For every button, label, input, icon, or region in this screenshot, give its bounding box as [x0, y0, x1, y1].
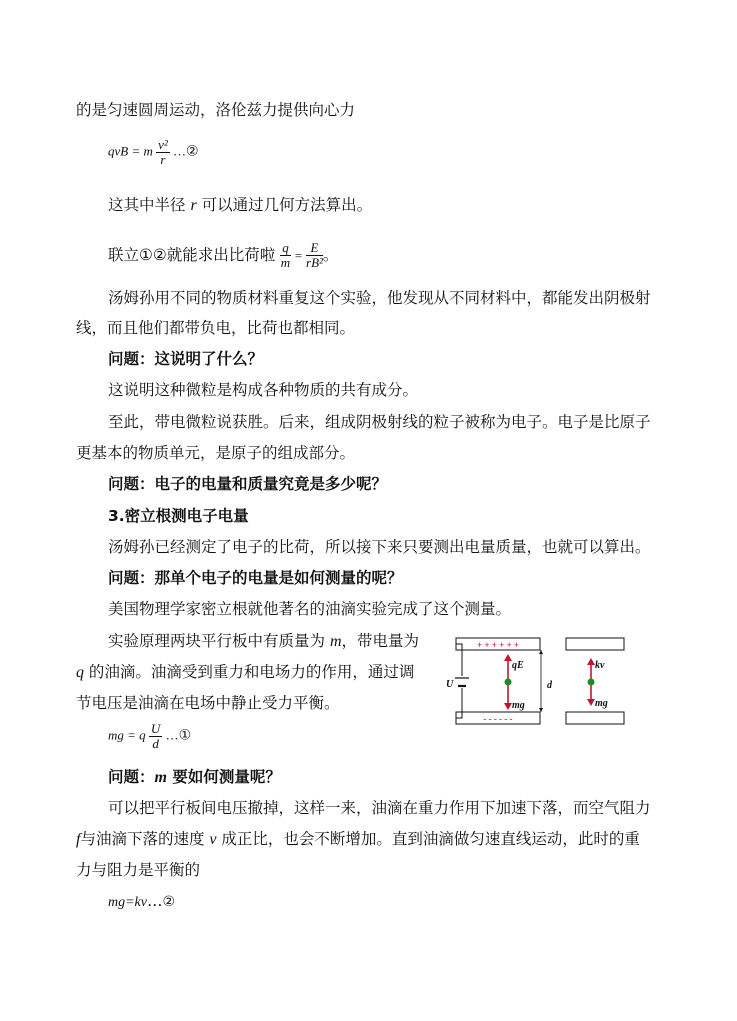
paragraph-thomson-line1: 汤姆孙用不同的物质材料重复这个实验，他发现从不同材料中，都能发出阴极射 — [108, 289, 651, 307]
oil-droplet-right — [588, 679, 595, 686]
fraction-v2-r: $\frac{\text{v²}}{r}$ — [158, 137, 168, 167]
distance-arrow-bottom — [539, 708, 543, 712]
paragraph-drag-line1: 可以把平行板间电压撤掉，这样一来，油滴在重力作用下加速下落，而空气阻力 — [108, 799, 651, 817]
question-charge-mass: 问题：电子的电量和质量究竟是多少呢？ — [108, 475, 388, 493]
paragraph-electron-line1: 至此，带电微粒说获胜。后来，组成阴极射线的粒子被称为电子。电子是比原子 — [108, 413, 651, 431]
arrowhead-qe — [504, 654, 512, 661]
label-kv: kv — [595, 660, 605, 671]
paragraph-drag-line2: f与油滴下落的速度 v 成正比，也会不断增加。直到油滴做匀速直线运动，此时的重 — [76, 830, 640, 848]
paragraph-principle-line2: q 的油滴。油滴受到重力和电场力的作用，通过调 — [76, 663, 415, 681]
equation-1: mg = q $\frac{U}{d}$ …① — [108, 721, 192, 751]
paragraph-oil-drop-intro: 美国物理学家密立根就他著名的油滴实验完成了这个测量。 — [108, 600, 512, 618]
label-mg-right: mg — [595, 698, 608, 709]
paragraph-radius: 这其中半径 r 可以通过几何方法算出。 — [108, 196, 373, 214]
paragraph-thomson-line2: 线，而且他们都带负电，比荷也都相同。 — [76, 319, 356, 337]
equation-2: qvB = m $\frac{\text{v²}}{r}$ …② — [108, 137, 199, 167]
fraction-u-d: $\frac{U}{d}$ — [150, 721, 161, 751]
paragraph-drag-line3: 力与阻力是平衡的 — [76, 861, 201, 879]
oil-droplet-left — [505, 679, 512, 686]
label-d: d — [547, 680, 552, 691]
question-meaning: 问题：这说明了什么？ — [108, 350, 264, 368]
question-single-electron: 问题：那单个电子的电量是如何测量的呢？ — [108, 569, 403, 587]
top-plate-right — [566, 638, 624, 650]
arrowhead-kv — [587, 658, 595, 665]
arrowhead-mg-left — [504, 703, 512, 710]
label-qe: qE — [512, 660, 524, 671]
question-measure-m: 问题：m 要如何测量呢？ — [108, 768, 281, 786]
fraction-e-rb2: $\frac{E}{\text{rB²}}$ — [306, 240, 323, 270]
plus-charges: + + + + + + — [476, 640, 520, 650]
paragraph-lorentz: 的是匀速圆周运动，洛伦兹力提供向心力 — [76, 101, 356, 119]
distance-arrow-top — [539, 650, 543, 654]
paragraph-principle-line1: 实验原理两块平行板中有质量为 m，带电量为 — [108, 632, 420, 650]
label-mg-left: mg — [512, 700, 525, 711]
paragraph-thomson-ratio: 汤姆孙已经测定了电子的比荷，所以接下来只要测出电量质量，也就可以算出。 — [108, 538, 651, 556]
paragraph-principle-line3: 节电压是油滴在电场中静止受力平衡。 — [76, 694, 340, 712]
arrowhead-mg-right — [587, 699, 595, 706]
answer-common-component: 这说明这种微粒是构成各种物质的共有成分。 — [108, 381, 419, 399]
paragraph-electron-line2: 更基本的物质单元，是原子的组成部分。 — [76, 444, 356, 462]
section-heading-millikan: 3.密立根测电子电量 — [108, 507, 249, 525]
fraction-q-m: $\frac{q}{m}$ — [280, 240, 291, 270]
equation-3: mg=kv…② — [108, 892, 176, 910]
bottom-plate-right — [566, 712, 624, 724]
minus-charges: - - - - - - — [483, 714, 513, 724]
label-u: U — [446, 679, 454, 690]
oil-drop-diagram — [440, 630, 640, 730]
paragraph-charge-ratio: 联立①②就能求出比荷啦 $\frac{q}{m}$ = $\frac{E}{\text{rB²}}$ 。 — [108, 240, 339, 270]
